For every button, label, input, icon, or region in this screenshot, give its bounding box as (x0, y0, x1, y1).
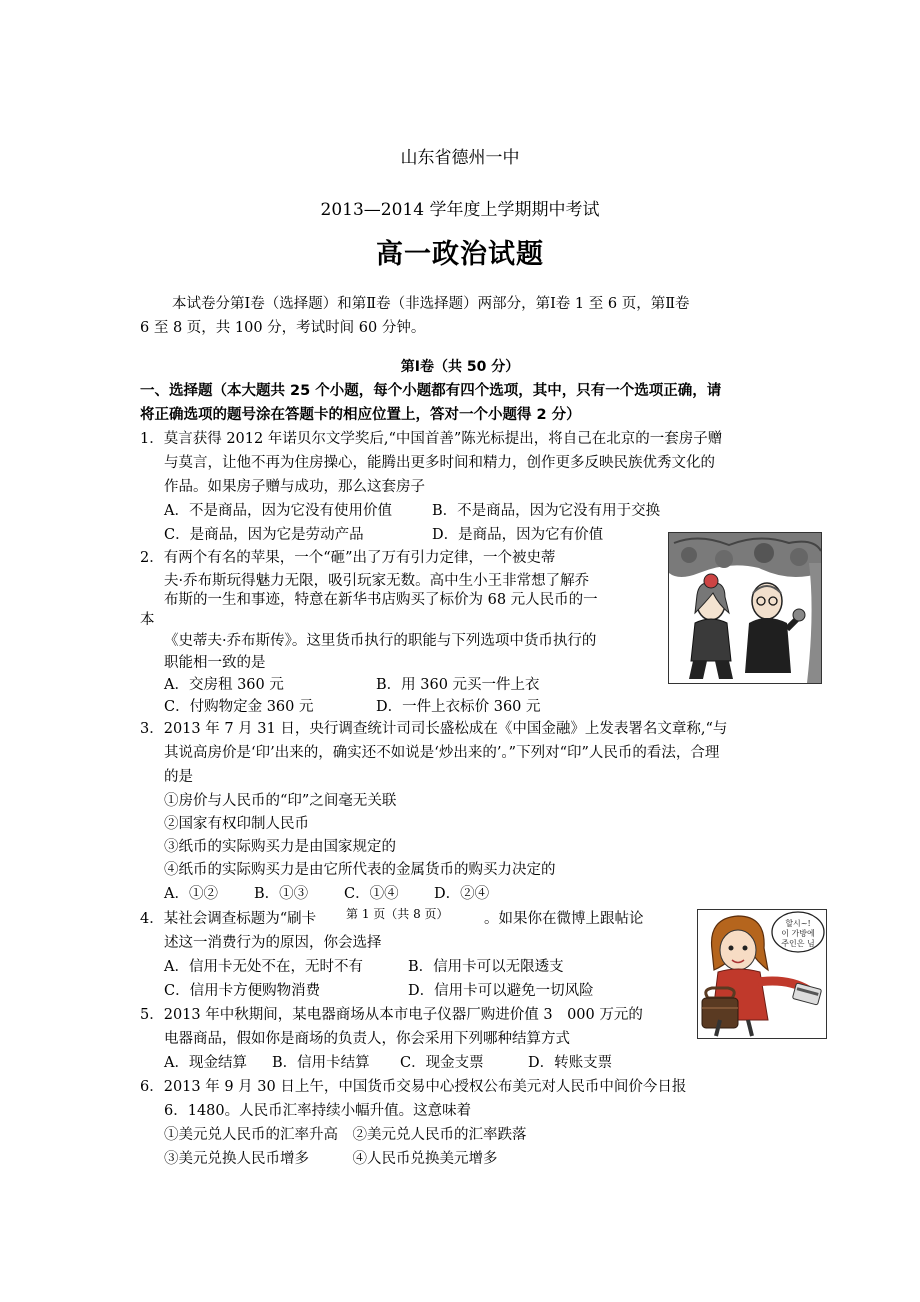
school-name: 山东省德州一中 (400, 148, 520, 168)
q2-option-c: C．付购物定金 360 元 (164, 699, 314, 715)
intro-line: 6 至 8 页，共 100 分，考试时间 60 分钟。 (140, 320, 426, 336)
q3-stem: 的是 (164, 769, 193, 785)
q6-statement: ①美元兑人民币的汇率升高 ②美元兑人民币的汇率跌落 (164, 1127, 527, 1143)
q1-option-b: B．不是商品，因为它没有用于交换 (432, 503, 661, 519)
speech-bubble-line: 이 가방에 (781, 929, 815, 938)
q3-statement: ①房价与人民币的“印”之间毫无关联 (164, 793, 397, 809)
q2-stem: 布斯的一生和事迹，特意在新华书店购买了标价为 68 元人民币的一 (164, 592, 598, 608)
q5-option-a: A．现金结算 (164, 1055, 247, 1071)
apple-cartoon-illustration (668, 532, 822, 684)
section-instructions: 将正确选项的题号涂在答题卡的相应位置上，答对一个小题得 2 分） (140, 407, 581, 423)
q6-stem: 6．1480。人民币汇率持续小幅升值。这意味着 (164, 1103, 472, 1119)
page-footer: 第 1 页（共 8 页） (344, 904, 451, 924)
q2-stem: 《史蒂夫·乔布斯传》。这里货币执行的职能与下列选项中货币执行的 (164, 633, 597, 649)
page-title: 高一政治试题 (376, 239, 544, 270)
q3-option-a: A．①② (164, 886, 218, 902)
q3-statement: ③纸币的实际购买力是由国家规定的 (164, 839, 396, 855)
shopping-girl-cartoon-icon (698, 910, 826, 1038)
q4-stem: 。如果你在微博上跟帖论 (484, 911, 644, 927)
speech-bubble-line: 주인은 님 (781, 939, 815, 948)
q1-option-c: C．是商品，因为它是劳动产品 (164, 527, 364, 543)
q2-option-d: D．一件上衣标价 360 元 (376, 699, 541, 715)
q4-stem: 述这一消费行为的原因，你会选择 (164, 935, 382, 951)
newton-jobs-cartoon-icon (669, 533, 821, 683)
q3-statement: ②国家有权印制人民币 (164, 816, 309, 832)
q1-stem: 作品。如果房子赠与成功，那么这套房子 (164, 479, 425, 495)
q2-stem: 职能相一致的是 (164, 655, 266, 671)
q1-stem: 1．莫言获得 2012 年诺贝尔文学奖后,“中国首善”陈光标提出，将自己在北京的一套房子赠 (140, 431, 723, 447)
q2-stem: 夫·乔布斯玩得魅力无限，吸引玩家无数。高中生小王非常想了解乔 (164, 573, 590, 589)
intro-line: 本试卷分第Ⅰ卷（选择题）和第Ⅱ卷（非选择题）两部分，第Ⅰ卷 1 至 6 页，第Ⅱ卷 (172, 296, 690, 312)
q4-option-a: A．信用卡无处不在，无时不有 (164, 959, 363, 975)
q5-option-c: C．现金支票 (400, 1055, 484, 1071)
q1-option-d: D．是商品，因为它有价值 (432, 527, 604, 543)
q5-option-b: B．信用卡结算 (272, 1055, 370, 1071)
q3-option-d: D．②④ (434, 886, 490, 902)
credit-card-cartoon-illustration (697, 909, 827, 1039)
q6-statement: ③美元兑换人民币增多 ④人民币兑换美元增多 (164, 1151, 498, 1167)
q4-option-b: B．信用卡可以无限透支 (408, 959, 564, 975)
q4-option-c: C．信用卡方便购物消费 (164, 983, 321, 999)
exam-year: 2013—2014 学年度上学期期中考试 (320, 200, 600, 220)
q1-option-a: A．不是商品，因为它没有使用价值 (164, 503, 392, 519)
q2-option-a: A．交房租 360 元 (164, 677, 284, 693)
q5-option-d: D．转账支票 (528, 1055, 613, 1071)
section-title: 第Ⅰ卷（共 50 分） (400, 359, 520, 375)
q2-stem: 2．有两个有名的苹果，一个“砸”出了万有引力定律，一个被史蒂 (140, 550, 556, 566)
q1-stem: 与莫言，让他不再为住房操心，能腾出更多时间和精力，创作更多反映民族优秀文化的 (164, 455, 715, 471)
q5-stem: 电器商品，假如你是商场的负责人，你会采用下列哪种结算方式 (164, 1031, 570, 1047)
q5-stem: 5．2013 年中秋期间，某电器商场从本市电子仪器厂购进价值 3 000 万元的 (140, 1007, 643, 1023)
speech-bubble-line: 할시~! (785, 919, 811, 928)
q4-option-d: D．信用卡可以避免一切风险 (408, 983, 594, 999)
q2-stem: 本 (140, 612, 155, 628)
q4-stem: 4．某社会调查标题为“刷卡 (140, 911, 317, 927)
q3-option-c: C．①④ (344, 886, 399, 902)
q3-statement: ④纸币的实际购买力是由它所代表的金属货币的购买力决定的 (164, 862, 556, 878)
q3-stem: 其说高房价是‘印’出来的，确实还不如说是‘炒出来的’。”下列对“印”人民币的看法，合理 (164, 745, 720, 761)
q2-option-b: B．用 360 元买一件上衣 (376, 677, 540, 693)
section-instructions: 一、选择题（本大题共 25 个小题，每个小题都有四个选项，其中，只有一个选项正确，请 (140, 383, 722, 399)
q3-stem: 3．2013 年 7 月 31 日，央行调查统计司司长盛松成在《中国金融》上发表署名文章称,“与 (140, 721, 728, 737)
q3-option-b: B．①③ (254, 886, 309, 902)
q6-stem: 6．2013 年 9 月 30 日上午，中国货币交易中心授权公布美元对人民币中间价今日报 (140, 1079, 687, 1095)
